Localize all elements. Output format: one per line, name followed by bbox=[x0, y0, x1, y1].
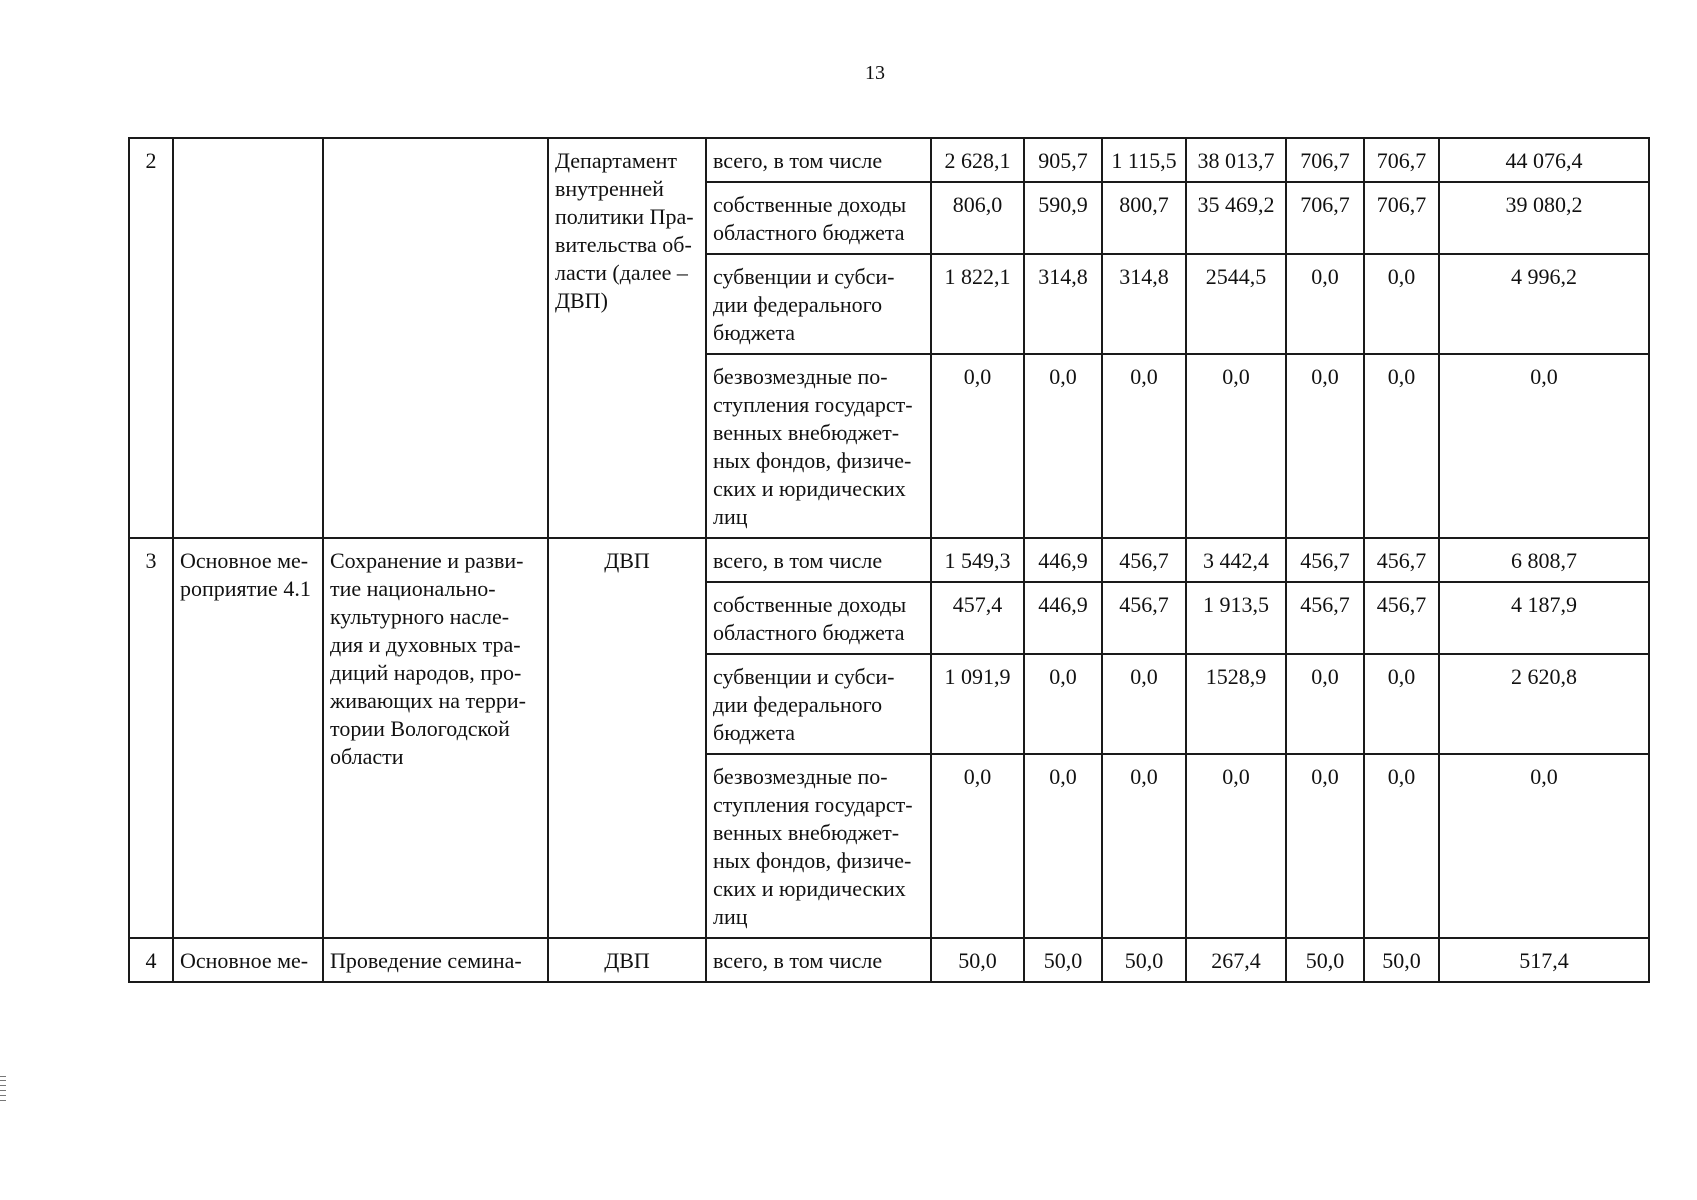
amount-cell: 456,7 bbox=[1286, 582, 1364, 654]
amount-cell: 50,0 bbox=[1024, 938, 1102, 982]
table-row bbox=[129, 138, 1649, 182]
row-number: 4 bbox=[129, 938, 173, 982]
amount-cell: 0,0 bbox=[1102, 654, 1186, 754]
scan-mark bbox=[0, 1090, 6, 1091]
amount-cell: 4 187,9 bbox=[1439, 582, 1649, 654]
amount-cell: 314,8 bbox=[1102, 254, 1186, 354]
amount-cell: 0,0 bbox=[931, 754, 1024, 938]
source-label: всего, в том числе bbox=[706, 138, 931, 182]
amount-cell: 0,0 bbox=[1439, 354, 1649, 538]
amount-cell: 4 996,2 bbox=[1439, 254, 1649, 354]
scan-mark bbox=[0, 1095, 6, 1096]
source-label: всего, в том числе bbox=[706, 938, 931, 982]
amount-cell: 905,7 bbox=[1024, 138, 1102, 182]
amount-cell: 456,7 bbox=[1102, 538, 1186, 582]
amount-cell: 0,0 bbox=[1102, 754, 1186, 938]
amount-cell: 39 080,2 bbox=[1439, 182, 1649, 254]
amount-cell: 706,7 bbox=[1364, 138, 1439, 182]
scan-mark bbox=[0, 1085, 6, 1086]
amount-cell: 0,0 bbox=[1286, 354, 1364, 538]
program-title: Сохранение и разви-тие национально-культурного насле-дия и духовных тра-диций народов, про-живающих на терри-тории Вологодской области bbox=[323, 538, 548, 938]
amount-cell: 456,7 bbox=[1286, 538, 1364, 582]
amount-cell: 800,7 bbox=[1102, 182, 1186, 254]
amount-cell: 1 913,5 bbox=[1186, 582, 1286, 654]
source-label: всего, в том числе bbox=[706, 538, 931, 582]
amount-cell: 446,9 bbox=[1024, 538, 1102, 582]
program-title: Проведение семина- bbox=[323, 938, 548, 982]
amount-cell: 0,0 bbox=[1286, 754, 1364, 938]
amount-cell: 457,4 bbox=[931, 582, 1024, 654]
amount-cell: 3 442,4 bbox=[1186, 538, 1286, 582]
executor: Департамент внутренней политики Пра-вительства об-ласти (далее – ДВП) bbox=[548, 138, 706, 538]
amount-cell: 44 076,4 bbox=[1439, 138, 1649, 182]
amount-cell: 1 091,9 bbox=[931, 654, 1024, 754]
amount-cell: 590,9 bbox=[1024, 182, 1102, 254]
amount-cell: 0,0 bbox=[931, 354, 1024, 538]
amount-cell: 0,0 bbox=[1364, 754, 1439, 938]
source-label: безвозмездные по-ступления государст-венных внебюджет-ных фондов, физиче-ских и юридических лиц bbox=[706, 754, 931, 938]
amount-cell: 38 013,7 bbox=[1186, 138, 1286, 182]
amount-cell: 517,4 bbox=[1439, 938, 1649, 982]
source-label: субвенции и субси-дии федерального бюджета bbox=[706, 254, 931, 354]
amount-cell: 1528,9 bbox=[1186, 654, 1286, 754]
source-label: собственные доходы областного бюджета bbox=[706, 582, 931, 654]
amount-cell: 0,0 bbox=[1364, 354, 1439, 538]
amount-cell: 50,0 bbox=[931, 938, 1024, 982]
amount-cell: 50,0 bbox=[1286, 938, 1364, 982]
amount-cell: 446,9 bbox=[1024, 582, 1102, 654]
amount-cell: 50,0 bbox=[1364, 938, 1439, 982]
program-title bbox=[323, 138, 548, 538]
source-label: субвенции и субси-дии федерального бюджета bbox=[706, 654, 931, 754]
amount-cell: 2 620,8 bbox=[1439, 654, 1649, 754]
row-number: 3 bbox=[129, 538, 173, 938]
amount-cell: 456,7 bbox=[1102, 582, 1186, 654]
amount-cell: 0,0 bbox=[1286, 654, 1364, 754]
scan-mark bbox=[0, 1080, 6, 1081]
amount-cell: 0,0 bbox=[1439, 754, 1649, 938]
amount-cell: 0,0 bbox=[1186, 354, 1286, 538]
program-name bbox=[173, 138, 323, 538]
amount-cell: 456,7 bbox=[1364, 582, 1439, 654]
amount-cell: 50,0 bbox=[1102, 938, 1186, 982]
executor: ДВП bbox=[548, 538, 706, 938]
amount-cell: 314,8 bbox=[1024, 254, 1102, 354]
amount-cell: 0,0 bbox=[1024, 354, 1102, 538]
amount-cell: 2 628,1 bbox=[931, 138, 1024, 182]
amount-cell: 456,7 bbox=[1364, 538, 1439, 582]
amount-cell: 0,0 bbox=[1024, 754, 1102, 938]
program-name: Основное ме- bbox=[173, 938, 323, 982]
row-number: 2 bbox=[129, 138, 173, 538]
amount-cell: 706,7 bbox=[1364, 182, 1439, 254]
source-label: собственные доходы областного бюджета bbox=[706, 182, 931, 254]
table-row bbox=[129, 538, 1649, 582]
scan-mark bbox=[0, 1076, 6, 1077]
source-label: безвозмездные по-ступления государст-венных внебюджет-ных фондов, физиче-ских и юридических лиц bbox=[706, 354, 931, 538]
amount-cell: 0,0 bbox=[1102, 354, 1186, 538]
table-row bbox=[129, 938, 1649, 982]
amount-cell: 2544,5 bbox=[1186, 254, 1286, 354]
amount-cell: 35 469,2 bbox=[1186, 182, 1286, 254]
amount-cell: 6 808,7 bbox=[1439, 538, 1649, 582]
amount-cell: 706,7 bbox=[1286, 182, 1364, 254]
amount-cell: 0,0 bbox=[1286, 254, 1364, 354]
amount-cell: 806,0 bbox=[931, 182, 1024, 254]
amount-cell: 1 822,1 bbox=[931, 254, 1024, 354]
program-name: Основное ме-роприятие 4.1 bbox=[173, 538, 323, 938]
amount-cell: 706,7 bbox=[1286, 138, 1364, 182]
budget-table bbox=[128, 137, 1650, 983]
amount-cell: 1 115,5 bbox=[1102, 138, 1186, 182]
page-number: 13 bbox=[865, 62, 885, 84]
amount-cell: 1 549,3 bbox=[931, 538, 1024, 582]
amount-cell: 267,4 bbox=[1186, 938, 1286, 982]
amount-cell: 0,0 bbox=[1024, 654, 1102, 754]
amount-cell: 0,0 bbox=[1186, 754, 1286, 938]
executor: ДВП bbox=[548, 938, 706, 982]
scan-mark bbox=[0, 1100, 6, 1101]
amount-cell: 0,0 bbox=[1364, 654, 1439, 754]
amount-cell: 0,0 bbox=[1364, 254, 1439, 354]
